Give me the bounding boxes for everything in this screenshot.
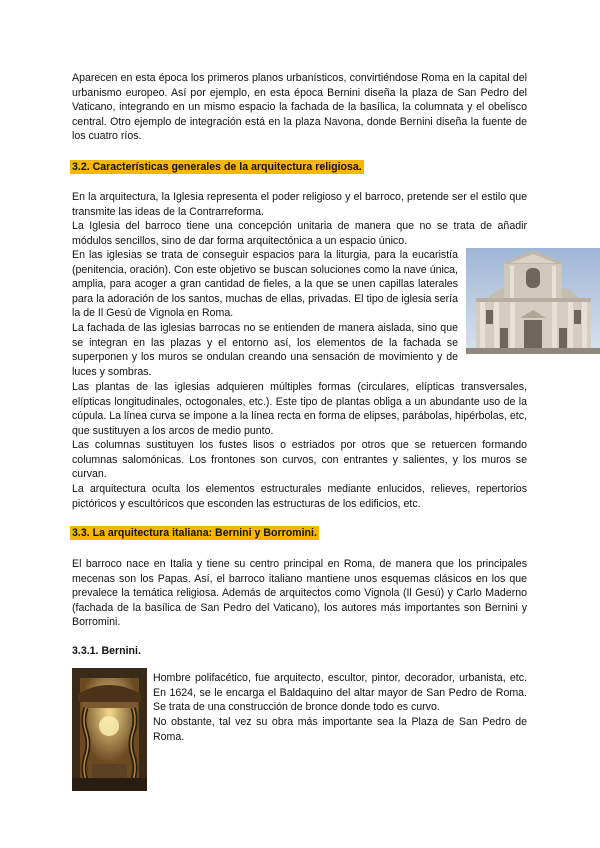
paragraph-barroco-italia: El barroco nace en Italia y tiene su centro principal en Roma, de manera que los principales mecenas son los Papas. Así, el barroco italiano mantiene unos esquemas clásicos en los que prevalece la temática religiosa. Además de arquitectos como Vignola (Il Gesú) y Carlo Maderno (fachada de la basílica de San Pedro del Vaticano), los autores más importantes son Bernini y Borromini. [72,558,527,629]
intro-paragraph: Aparecen en esta época los primeros planos urbanísticos, convirtiéndose Roma en la capital del urbanismo europeo. Así por ejemplo, en esta época Bernini diseña la plaza de San Pedro del Vaticano, integrando en un mismo espacio la fachada de la basílica, la columnata y el obelisco central. Otro ejemplo de integración está en la plaza Navona, donde Bernini diseña la fuente de los cuatro ríos. [72,72,527,143]
paragraph-concepcion-unitaria: La Iglesia del barroco tiene una concepción unitaria de manera que no se trata de añadir módulos sencillos, sino de dar forma arquitectónica a un espacio único. [72,220,527,247]
paragraph-elementos-estructurales: La arquitectura oculta los elementos estructurales mediante enlucidos, relieves, repertorios pictóricos y escultóricos que esconden las estructuras de los edificios, etc. [72,483,527,510]
section-heading-3-3-1: 3.3.1. Bernini. [72,645,141,657]
paragraph-fachada-iglesias: La fachada de las iglesias barrocas no se entienden de manera aislada, sino que se integran en las plazas y el entorno así, los elementos de la fachada se superponen y los muros se ondulan creando una sensación de movimiento y de luces y sombras. [72,322,458,378]
paragraph-iglesia-poder: En la arquitectura, la Iglesia representa el poder religioso y el barroco, pretende ser el estilo que transmite las ideas de la Contrarreforma. [72,191,527,218]
paragraph-columnas: Las columnas sustituyen los fustes lisos o estriados por otros que se retuercen formando columnas salomónicas. Los frontones son curvos, con entrantes y salientes, y los muros se curvan. [72,439,527,481]
paragraph-bernini-plaza: No obstante, tal vez su obra más importante sea la Plaza de San Pedro de Roma. [153,716,527,743]
paragraph-bernini-polifacetico: Hombre polifacético, fue arquitecto, escultor, pintor, decorador, urbanista, etc. En 1624, se le encarga el Baldaquino del altar mayor de San Pedro de Roma. Se trata de una construcción de bronce donde todo es curvo. [153,672,527,714]
section-heading-3-2: 3.2. Características generales de la arquitectura religiosa. [72,161,362,173]
paragraph-espacios-liturgia: En las iglesias se trata de conseguir espacios para la liturgia, para la eucaristía (penitencia, oración). Con este objetivo se buscan soluciones como la nave única, amplia, para acoger a gran cantidad de fieles, a la que se unen capillas laterales para la adoración de los santos, muchas de ellas, privadas. El tipo de iglesia sería la de Il Gesú de Vignola en Roma. [72,249,458,320]
section-heading-3-3: 3.3. La arquitectura italiana: Bernini y Borromini. [72,527,317,539]
baldachin-photo [72,668,147,791]
paragraph-plantas: Las plantas de las iglesias adquieren múltiples formas (circulares, elípticas transversales, elípticas longitudinales, octogonales, etc.). Este tipo de plantas obliga a un abundante uso de la cúpula. La línea curva se impone a la línea recta en forma de elipses, parábolas, hipérbolas, etc, que sustituyen a los arcos de medio punto. [72,381,527,437]
church-facade-photo [466,248,600,354]
